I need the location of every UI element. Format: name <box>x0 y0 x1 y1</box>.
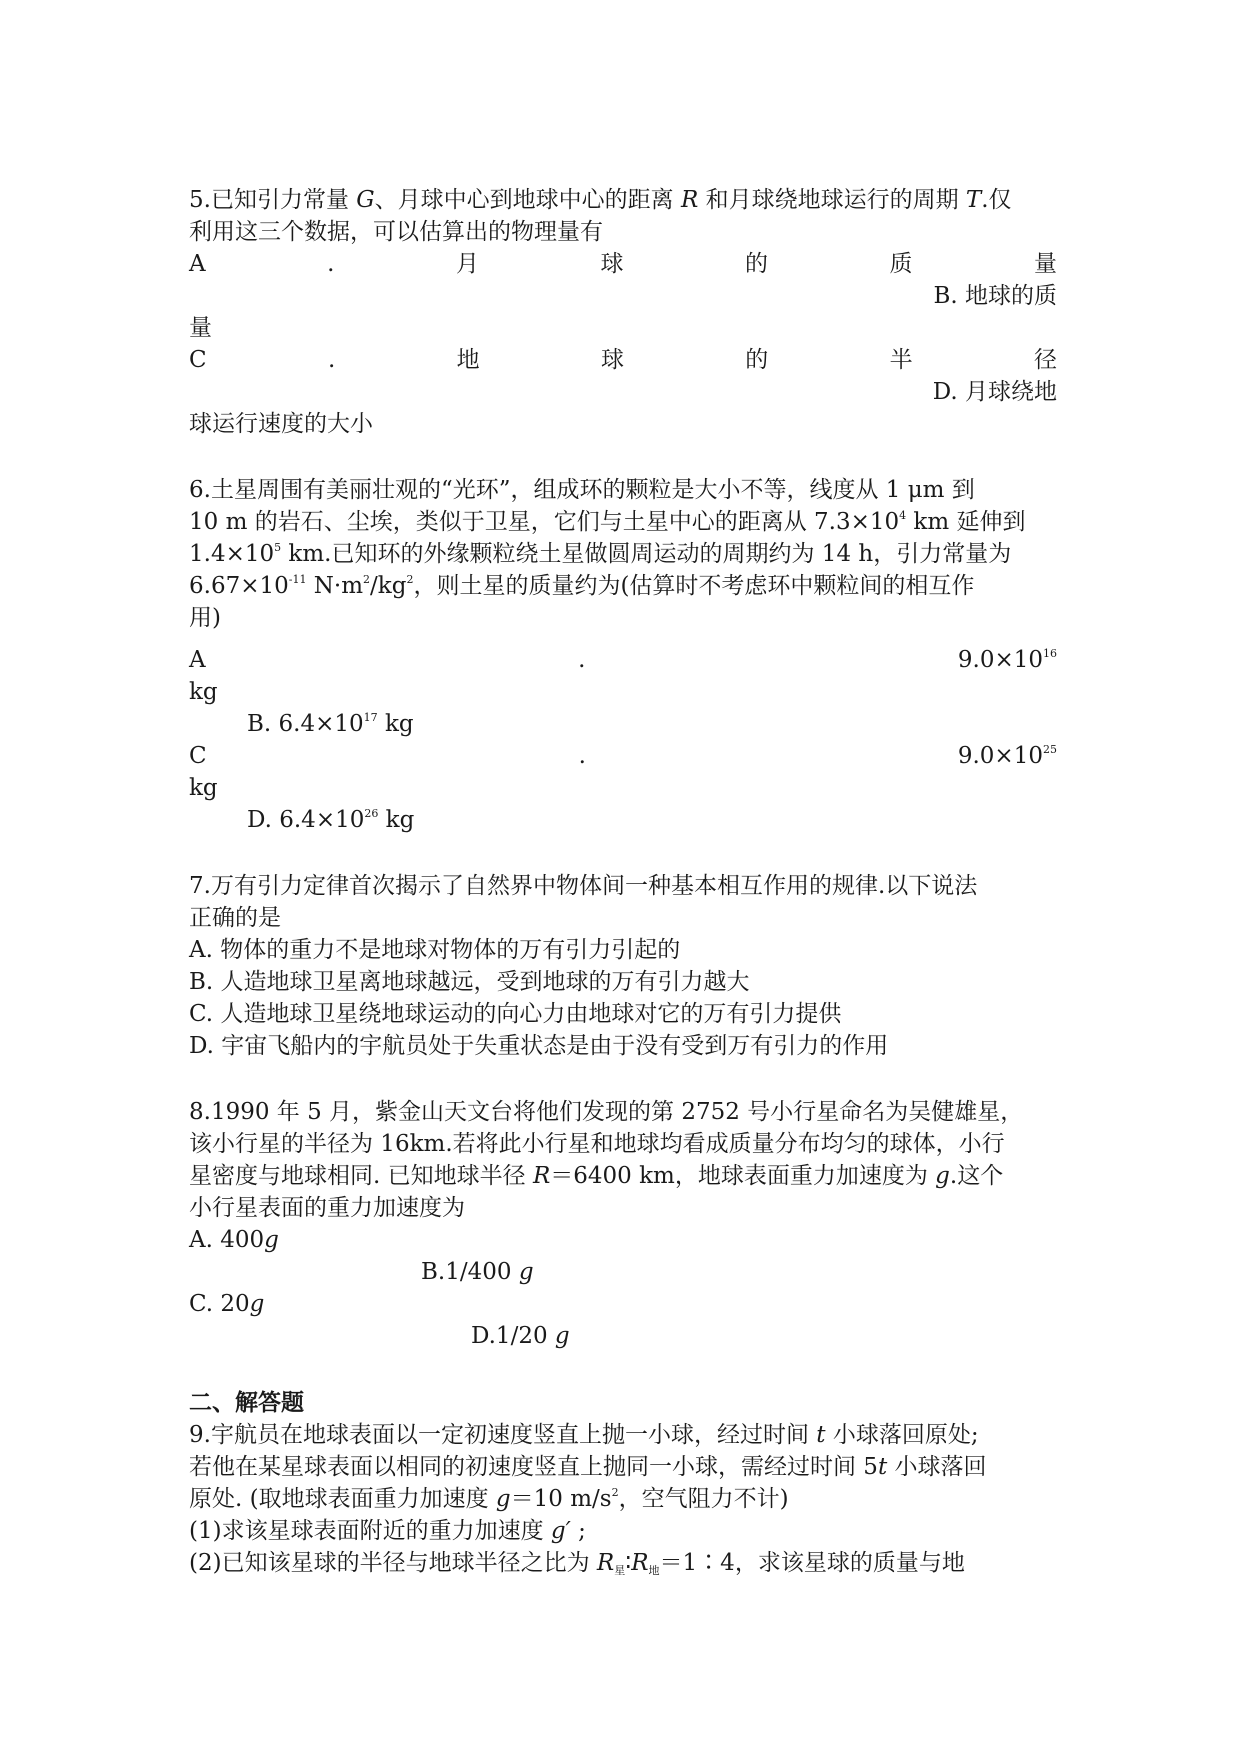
q8-line-2: 该小行星的半径为 16km.若将此小行星和地球均看成质量分布均匀的球体，小行 <box>189 1131 1005 1157</box>
option-char: 球 <box>600 347 624 373</box>
q8-line-3 <box>189 1160 1057 1192</box>
section-heading: 二、解答题 <box>189 1390 304 1416</box>
q6-option-a-unit: kg <box>189 679 218 705</box>
option-text: D.1/20 <box>471 1323 555 1349</box>
q5-line-2: 利用这三个数据，可以估算出的物理量有 <box>189 219 603 245</box>
exponent: 5 <box>274 541 282 554</box>
q9-text: ＝10 m/s <box>510 1486 612 1512</box>
q5-option-d-cont: 球运行速度的大小 <box>189 411 373 437</box>
option-label: C <box>189 347 207 373</box>
exponent: -11 <box>288 573 307 586</box>
q6-line-2 <box>189 506 1057 538</box>
q5-option-b-cont: 量 <box>189 315 212 341</box>
exponent: 17 <box>363 711 378 724</box>
option-text: D. 6.4×10 <box>247 807 365 833</box>
q9-line-5 <box>189 1547 1057 1579</box>
q6-line-1: 6.土星周围有美丽壮观的“光环”，组成环的颗粒是大小不等，线度从 1 μm 到 <box>189 477 975 503</box>
option-value <box>958 740 1057 772</box>
q6-option-c <box>189 740 1057 772</box>
q8-text: .这个 <box>949 1163 1004 1189</box>
option-char: 地 <box>456 347 480 373</box>
exponent: 26 <box>364 807 379 820</box>
var-t: t <box>877 1454 888 1480</box>
q9-text: (1)求该星球表面附近的重力加速度 <box>189 1518 551 1544</box>
option-char: 量 <box>1033 251 1057 277</box>
q5-option-d: D. 月球绕地 <box>932 379 1057 405</box>
exponent: 2 <box>406 573 414 586</box>
q6-option-d <box>247 804 414 836</box>
q5-text: 5.已知引力常量 <box>189 187 357 213</box>
q5-option-b: B. 地球的质 <box>933 283 1057 309</box>
q7-line-1: 7.万有引力定律首次揭示了自然界中物体间一种基本相互作用的规律.以下说法 <box>189 873 978 899</box>
q9-text: ＝1∶4，求该星球的质量与地 <box>659 1550 965 1576</box>
q8-option-b <box>421 1256 534 1288</box>
q9-text: (2)已知该星球的半径与地球半径之比为 <box>189 1550 597 1576</box>
option-value <box>958 644 1057 676</box>
option-label: A <box>189 647 206 673</box>
q8-option-d <box>471 1320 570 1352</box>
option-text: kg <box>378 807 415 833</box>
q7-option-c: C. 人造地球卫星绕地球运动的向心力由地球对它的万有引力提供 <box>189 1001 842 1027</box>
q9-text: 原处. (取地球表面重力加速度 <box>189 1486 496 1512</box>
option-char: 月 <box>455 251 479 277</box>
q6-text: 1.4×10 <box>189 541 275 567</box>
q5-option-c <box>189 344 1057 376</box>
var-g: g <box>249 1291 265 1317</box>
exponent: 16 <box>1043 647 1057 660</box>
q9-text: ; <box>570 1518 586 1544</box>
q6-option-a <box>189 644 1057 676</box>
q8-text: ＝6400 km，地球表面重力加速度为 <box>550 1163 936 1189</box>
q9-line-4 <box>189 1515 1057 1547</box>
option-text: kg <box>377 711 414 737</box>
q5-line-1 <box>189 184 1057 216</box>
q5-text: 和月球绕地球运行的周期 <box>698 187 966 213</box>
q6-text: 10 m 的岩石、尘埃，类似于卫星，它们与土星中心的距离从 7.3×10 <box>189 509 900 535</box>
var-g: g <box>554 1323 570 1349</box>
var-G: G <box>356 187 375 213</box>
option-text: C. 20 <box>189 1291 250 1317</box>
exponent: 4 <box>899 509 907 522</box>
exponent: 2 <box>363 573 371 586</box>
var-R: R <box>680 187 699 213</box>
option-text: B.1/400 <box>421 1259 519 1285</box>
q9-text: ∶ <box>625 1550 632 1576</box>
q9-line-2 <box>189 1451 1057 1483</box>
q5-option-a <box>189 248 1057 280</box>
option-dot: . <box>327 251 335 277</box>
q9-text: 9.宇航员在地球表面以一定初速度竖直上抛一小球，经过时间 <box>189 1422 817 1448</box>
q6-text: km 延伸到 <box>906 509 1026 535</box>
option-char: 质 <box>889 251 913 277</box>
option-char: 球 <box>600 251 624 277</box>
option-label: C <box>189 743 207 769</box>
q6-line-4 <box>189 570 1057 602</box>
q6-line-3 <box>189 538 1057 570</box>
q6-text: km.已知环的外缘颗粒绕土星做圆周运动的周期约为 14 h，引力常量为 <box>281 541 1012 567</box>
option-dot: . <box>327 347 336 373</box>
var-g: g <box>935 1163 950 1189</box>
option-char: 的 <box>744 251 768 277</box>
q7-option-d: D. 宇宙飞船内的宇航员处于失重状态是由于没有受到万有引力的作用 <box>189 1033 889 1059</box>
option-char: 径 <box>1033 347 1057 373</box>
q6-line-5: 用) <box>189 605 221 631</box>
q8-line-1: 8.1990 年 5 月，紫金山天文台将他们发现的第 2752 号小行星命名为吴健雄星， <box>189 1099 1024 1125</box>
q6-option-b <box>247 708 414 740</box>
q7-option-b: B. 人造地球卫星离地球越远，受到地球的万有引力越大 <box>189 969 750 995</box>
var-g: g <box>264 1227 279 1253</box>
q9-line-3 <box>189 1483 1057 1515</box>
q5-text: 、月球中心到地球中心的距离 <box>374 187 681 213</box>
q9-text: 小球落回 <box>887 1454 987 1480</box>
var-R: R <box>631 1550 649 1576</box>
q6-option-c-unit: kg <box>189 775 218 801</box>
q8-text: 星密度与地球相同. 已知地球半径 <box>189 1163 533 1189</box>
var-g: g <box>495 1486 511 1512</box>
option-char: 半 <box>889 347 913 373</box>
q8-option-a <box>189 1224 279 1256</box>
option-value-text: 9.0×10 <box>957 743 1043 769</box>
q6-text: 6.67×10 <box>189 573 289 599</box>
exponent: 2 <box>611 1486 619 1499</box>
var-t: t <box>816 1422 826 1448</box>
option-text: B. 6.4×10 <box>247 711 364 737</box>
q8-option-c <box>189 1288 264 1320</box>
var-R: R <box>532 1163 551 1189</box>
q6-text: ，则土星的质量约为(估算时不考虑环中颗粒间的相互作 <box>413 573 975 599</box>
q7-option-a: A. 物体的重力不是地球对物体的万有引力引起的 <box>189 937 681 963</box>
subscript: 地 <box>648 1564 660 1577</box>
option-dot: . <box>578 647 586 673</box>
q9-text: ，空气阻力不计) <box>618 1486 789 1512</box>
exponent: 25 <box>1042 743 1057 756</box>
q9-text: 若他在某星球表面以相同的初速度竖直上抛同一小球，需经过时间 5 <box>189 1454 878 1480</box>
option-dot: . <box>578 743 586 769</box>
option-value-text: 9.0×10 <box>957 647 1043 673</box>
q5-text: .仅 <box>981 187 1012 213</box>
q8-line-4: 小行星表面的重力加速度为 <box>189 1195 465 1221</box>
option-label: A <box>189 251 206 277</box>
subscript: 星 <box>614 1564 626 1577</box>
option-text: A. 400 <box>189 1227 265 1253</box>
option-char: 的 <box>745 347 769 373</box>
var-T: T <box>965 187 982 213</box>
q7-line-2: 正确的是 <box>189 905 281 931</box>
var-R: R <box>596 1550 615 1576</box>
q9-line-1 <box>189 1419 1057 1451</box>
q6-text: N·m <box>306 573 364 599</box>
q6-text: /kg <box>370 573 407 599</box>
var-g: g <box>518 1259 534 1285</box>
q9-text: 小球落回原处; <box>825 1422 979 1448</box>
var-g-prime: g′ <box>550 1518 571 1544</box>
